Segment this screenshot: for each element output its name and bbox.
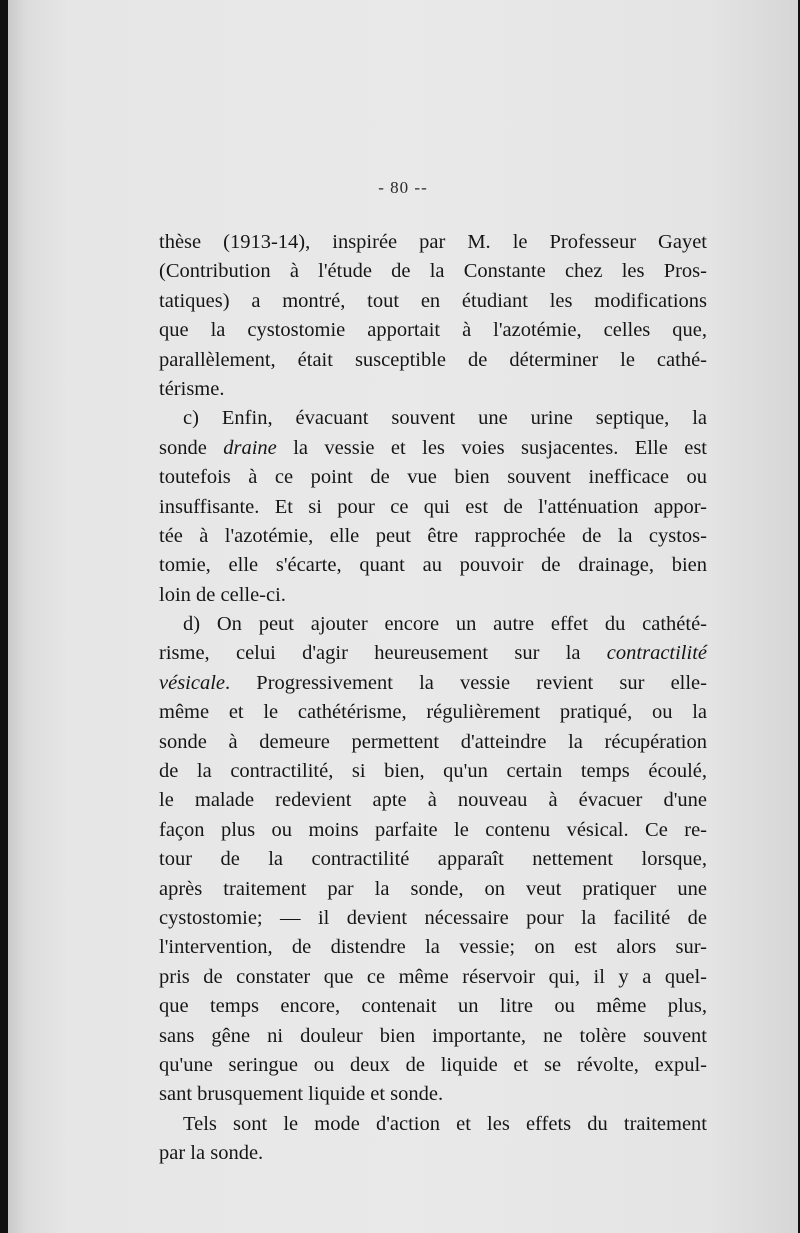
paragraph-1: [159, 228, 707, 404]
text-line: [159, 639, 707, 668]
text-line: [159, 610, 707, 639]
text-run: risme, celui d'agir heureusement sur la: [159, 642, 607, 665]
text-run: c) Enfin, évacuant souvent une urine septique, la: [183, 407, 707, 430]
text-run: l'intervention, de distendre la vessie; on est alors sur-: [159, 936, 707, 959]
text-line: thèse (1913-14), inspirée par M. le Professeur Gayet: [159, 231, 707, 253]
text-line: tatiques) a montré, tout en étudiant les modifications: [159, 289, 707, 312]
text-line: [159, 1022, 707, 1051]
text-line: parallèlement, était susceptible de déterminer le cathé-: [159, 348, 707, 371]
text-run: tomie, elle s'écarte, quant au pouvoir de drainage, bien: [159, 554, 707, 577]
text-run: tée à l'azotémie, elle peut être rapprochée de la cystos-: [159, 524, 707, 547]
text-run: après traitement par la sonde, on veut pratiquer une: [159, 877, 707, 900]
text-run: d) On peut ajouter encore un autre effet du cathété-: [183, 613, 707, 636]
text-line: Tels sont le mode d'action et les effets du traitement: [183, 1112, 707, 1135]
text-line: [159, 933, 707, 962]
text-run: sonde: [159, 436, 224, 459]
text-line: [159, 904, 707, 933]
text-run: . Progressivement la vessie revient sur elle-: [225, 671, 707, 694]
body-text: [159, 228, 707, 1169]
italic-term-draine: draine: [223, 436, 277, 459]
text-run: insuffisante. Et si pour ce qui est de l'atténuation appor-: [159, 495, 707, 518]
text-run: le malade redevient apte à nouveau à évacuer d'une: [159, 789, 707, 812]
text-line: [159, 669, 707, 698]
text-run: tour de la contractilité apparaît nettement lorsque,: [159, 848, 707, 871]
text-line: [159, 1080, 707, 1109]
text-line: [159, 728, 707, 757]
text-run: la vessie et les voies susjacentes. Elle est: [276, 436, 707, 459]
text-run: cystostomie; — il devient nécessaire pour la facilité de: [159, 906, 707, 929]
text-line: [159, 875, 707, 904]
text-run: même et le cathétérisme, régulièrement pratiqué, ou la: [159, 701, 707, 724]
text-line: [159, 522, 707, 551]
text-line: [159, 434, 707, 463]
text-run: de la contractilité, si bien, qu'un certain temps écoulé,: [159, 760, 707, 783]
text-line: [159, 992, 707, 1021]
text-line: [159, 581, 707, 610]
text-line: [159, 786, 707, 815]
text-line: [159, 551, 707, 580]
italic-term-vesicale: vésicale: [159, 671, 226, 694]
paragraph-4: [159, 1110, 707, 1169]
text-line: [159, 698, 707, 727]
italic-term-contractilite: contractilité: [606, 642, 707, 665]
text-line: que la cystostomie apportait à l'azotémie, celles que,: [159, 319, 707, 342]
text-run: loin de celle-ci.: [159, 583, 286, 606]
text-line: [159, 493, 707, 522]
book-page: [8, 0, 798, 1233]
text-line: [159, 845, 707, 874]
paragraph-3: [159, 610, 707, 1110]
text-run: toutefois à ce point de vue bien souvent inefficace ou: [159, 466, 707, 489]
text-run: façon plus ou moins parfaite le contenu vésical. Ce re-: [159, 818, 707, 841]
text-run: pris de constater que ce même réservoir qui, il y a quel-: [159, 965, 707, 988]
text-line: [159, 404, 707, 433]
text-run: qu'une seringue ou deux de liquide et se révolte, expul-: [159, 1053, 707, 1076]
text-line: [159, 463, 707, 492]
text-line: térisme.: [159, 377, 225, 400]
text-line: [159, 757, 707, 786]
text-line: par la sonde.: [159, 1142, 264, 1165]
paragraph-2: [159, 404, 707, 610]
text-line: [159, 816, 707, 845]
text-run: sant brusquement liquide et sonde.: [159, 1083, 444, 1106]
text-line: [159, 1051, 707, 1080]
page-number: - 80 --: [378, 178, 428, 197]
text-line: [159, 963, 707, 992]
text-run: sans gêne ni douleur bien importante, ne tolère souvent: [159, 1024, 707, 1047]
text-run: sonde à demeure permettent d'atteindre la récupération: [159, 730, 707, 753]
text-run: que temps encore, contenait un litre ou même plus,: [159, 995, 707, 1018]
text-line: (Contribution à l'étude de la Constante chez les Pros-: [159, 260, 707, 283]
